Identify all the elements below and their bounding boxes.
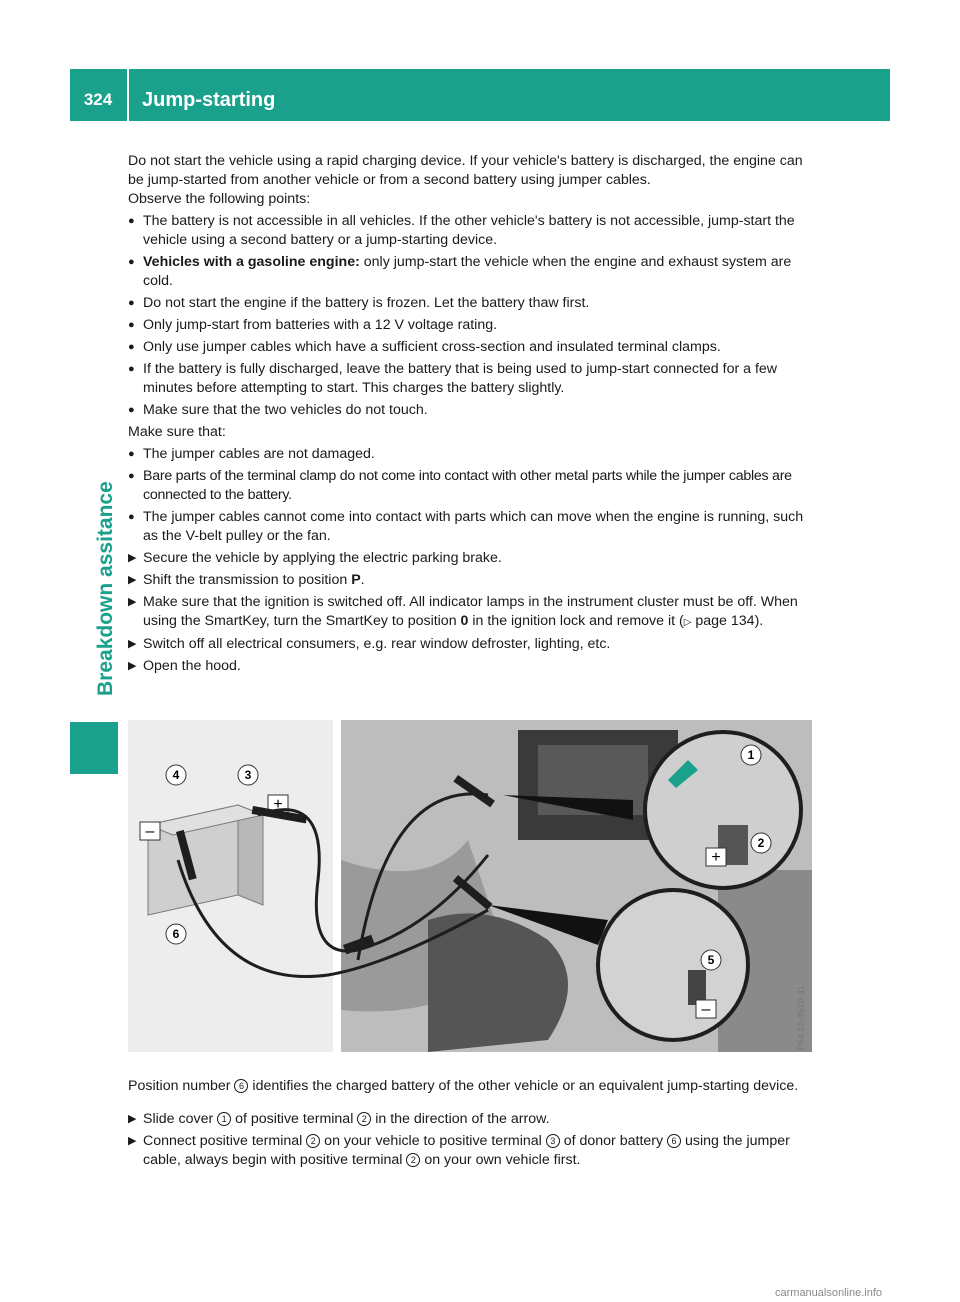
step-text: .	[360, 572, 365, 588]
number-marker: 6	[667, 1134, 681, 1148]
minus-sign: –	[145, 823, 155, 840]
label-5: 5	[707, 953, 715, 967]
point-text: The battery is not accessible in all vehicles. If the other vehicle's battery is not accessible, jump-start the vehicle using a second battery or a jump-starting device.	[143, 213, 795, 248]
plus-sign: +	[273, 796, 283, 813]
number-marker: 2	[306, 1134, 320, 1148]
label-6: 6	[172, 927, 180, 941]
list-item	[128, 467, 813, 505]
step-arrow-icon: ▶	[128, 1113, 137, 1126]
step-item	[128, 593, 813, 632]
step-item	[128, 1132, 813, 1170]
label-1: 1	[747, 748, 755, 762]
gear-position: P	[351, 572, 361, 588]
step-arrow-icon: ▶	[128, 574, 137, 586]
point-text: Make sure that the two vehicles do not touch.	[143, 402, 428, 418]
step-text: Slide cover	[143, 1111, 218, 1128]
number-marker: 2	[357, 1112, 371, 1126]
step-text: Make sure that the ignition is switched off. All indicator lamps in the instrument cluster must be off. When using the SmartKey, turn the SmartKey to position	[143, 594, 798, 629]
number-marker: 1	[217, 1112, 231, 1126]
section-label-text: Breakdown assitance	[94, 481, 117, 696]
step-arrow-icon: ▶	[128, 1135, 137, 1148]
step-item	[128, 549, 813, 568]
step-text: in the direction of the arrow.	[371, 1111, 550, 1128]
step-text: Switch off all electrical consumers, e.g. rear window defroster, lighting, etc.	[143, 636, 611, 652]
point-text: If the battery is fully discharged, leave the battery that is being used to jump-start connected for a few minutes before attempting to start. This charges the battery slightly.	[143, 361, 778, 396]
step-text: in the ignition lock and remove it (	[468, 613, 684, 629]
step-text: of donor battery	[559, 1133, 668, 1150]
step-arrow-icon: ▶	[128, 638, 137, 650]
label-2: 2	[757, 836, 765, 850]
point-text: Only jump-start from batteries with a 12 V voltage rating.	[143, 317, 498, 333]
list-item	[128, 338, 813, 357]
bullet-icon: ●	[128, 341, 135, 353]
list-item	[128, 212, 813, 250]
step-item	[128, 657, 813, 676]
bullet-icon: ●	[128, 319, 135, 331]
figure-code: P54.10-4519-31	[796, 985, 806, 1050]
check-text: The jumper cables cannot come into contact with parts which can move when the engine is running, such as the V-belt pulley or the fan.	[143, 509, 804, 544]
label-3: 3	[244, 768, 252, 782]
bullet-icon: ●	[128, 256, 135, 268]
step-item	[128, 1110, 813, 1129]
header-divider	[127, 69, 129, 121]
step-text: Connect positive terminal	[143, 1133, 307, 1150]
page-ref-icon: ▷	[683, 617, 692, 628]
figure-caption	[128, 1063, 813, 1170]
caption-text: identifies the charged battery of the other vehicle or an equivalent jump-starting device.	[248, 1078, 799, 1095]
make-sure-text: Make sure that:	[128, 424, 226, 440]
callout-ground-point	[598, 890, 748, 1040]
step-text: on your own vehicle first.	[420, 1152, 581, 1169]
gasoline-label: Vehicles with a gasoline engine:	[143, 254, 360, 270]
list-item	[128, 508, 813, 546]
check-text: Bare parts of the terminal clamp do not come into contact with other metal parts while the jumper cables are connected to the battery.	[143, 468, 792, 503]
step-item	[128, 635, 813, 654]
point-text: Do not start the engine if the battery is frozen. Let the battery thaw first.	[143, 295, 590, 311]
jump-start-illustration	[128, 720, 812, 1052]
bullet-icon: ●	[128, 297, 135, 309]
step-text: of positive terminal	[231, 1111, 358, 1128]
intro-text: Do not start the vehicle using a rapid charging device. If your vehicle's battery is discharged, the engine can be jump-started from another vehicle or from a second battery using jumper cables.	[128, 153, 803, 188]
page-number: 324	[83, 90, 113, 109]
step-text: Open the hood.	[143, 658, 241, 674]
bullet-icon: ●	[128, 448, 135, 460]
bullet-icon: ●	[128, 404, 135, 416]
point-text: only jump-start the vehicle when the engine and exhaust system are cold.	[143, 254, 792, 289]
main-content	[128, 152, 813, 676]
number-marker: 3	[546, 1134, 560, 1148]
list-item	[128, 294, 813, 313]
bullet-icon: ●	[128, 470, 135, 482]
step-arrow-icon: ▶	[128, 660, 137, 672]
observe-text: Observe the following points:	[128, 191, 311, 207]
footer-watermark: carmanualsonline.info	[775, 1287, 883, 1299]
list-item	[128, 445, 813, 464]
callout-plus-sign: +	[711, 849, 721, 866]
step-arrow-icon: ▶	[128, 552, 137, 564]
page-title: Jump-starting	[142, 89, 276, 111]
panel-divider	[333, 720, 341, 1052]
number-marker: 2	[406, 1153, 420, 1167]
step-text: Shift the transmission to position	[143, 572, 352, 588]
caption-text: Position number	[128, 1078, 235, 1095]
number-marker: 6	[234, 1079, 248, 1093]
step-text: Secure the vehicle by applying the electric parking brake.	[143, 550, 502, 566]
list-item	[128, 401, 813, 420]
bullet-icon: ●	[128, 215, 135, 227]
bullet-icon: ●	[128, 363, 135, 375]
label-4: 4	[172, 768, 180, 782]
callout-minus-sign: –	[701, 1001, 711, 1018]
bullet-icon: ●	[128, 511, 135, 523]
section-tab	[70, 722, 118, 774]
check-text: The jumper cables are not damaged.	[143, 446, 375, 462]
list-item	[128, 253, 813, 291]
list-item	[128, 360, 813, 398]
page-ref[interactable]: page 134).	[695, 613, 764, 629]
key-position: 0	[460, 613, 469, 629]
step-item	[128, 571, 813, 590]
list-item	[128, 316, 813, 335]
step-text: on your vehicle to positive terminal	[320, 1133, 546, 1150]
step-text: using the jumper cable, always begin with positive terminal	[143, 1133, 790, 1169]
caption-position	[128, 1077, 813, 1096]
step-arrow-icon: ▶	[128, 596, 137, 608]
point-text: Only use jumper cables which have a sufficient cross-section and insulated terminal clamps.	[143, 339, 721, 355]
